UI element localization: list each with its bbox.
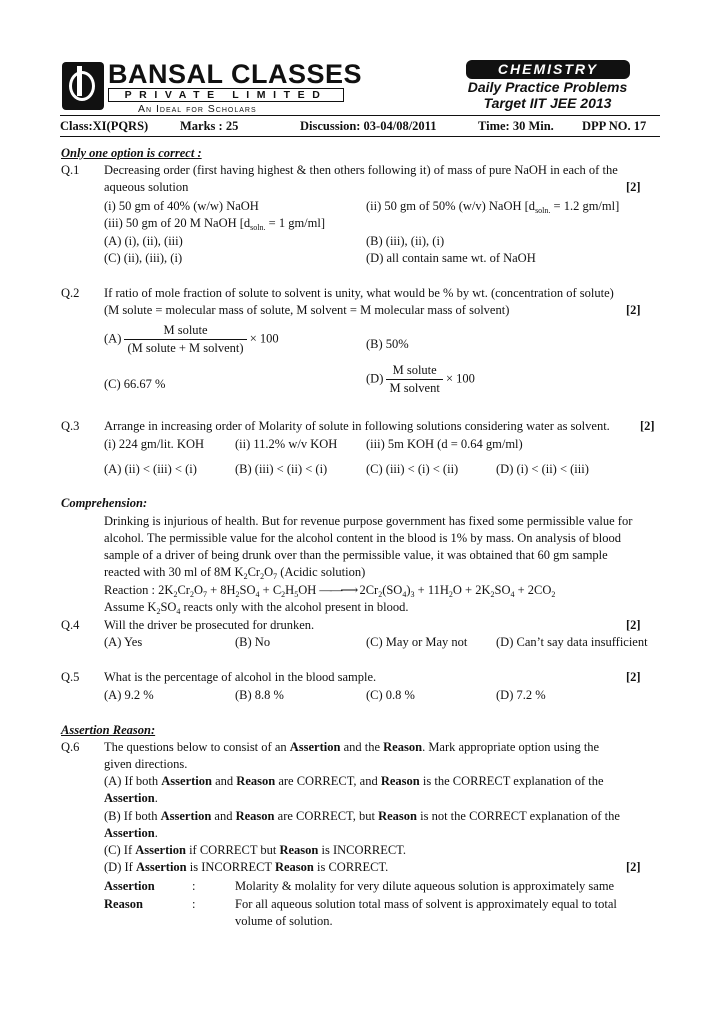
question-item: (ii) 50 gm of 50% (w/v) NaOH [$d_{soln.} = 1.2$ gm/ml] — [366, 199, 620, 215]
logo — [62, 62, 104, 110]
option-c: (C) 66.67 % — [104, 377, 166, 391]
target-exam: Target IIT JEE 2013 — [483, 95, 612, 111]
question-text: given directions. — [104, 757, 188, 771]
option-d: (D) all contain same wt. of NaOH — [366, 251, 536, 265]
option-b-cont: Assertion. — [104, 826, 158, 840]
marks-label: [2] — [626, 618, 641, 632]
reason-label: Reason — [104, 897, 143, 911]
option-a: (A) If both Assertion and Reason are CORRECT, and Reason is the CORRECT explanation of the — [104, 774, 604, 788]
question-text: What is the percentage of alcohol in the blood sample. — [104, 670, 377, 684]
option-a: (A) 9.2 % — [104, 688, 154, 702]
option-c: (C) If Assertion if CORRECT but Reason is INCORRECT. — [104, 843, 407, 857]
question-number: Q.6 — [61, 740, 80, 754]
option-d: (D) $\frac{\text{M solute}}{\text{M solvent}}$ × 100 — [366, 363, 475, 395]
logo-stem — [77, 66, 82, 96]
option-a-cont: Assertion. — [104, 791, 158, 805]
passage-text: sample of a driver of being drunk over than the permissible value, it was obtained that 60 gm sample — [104, 548, 608, 562]
option-c: (C) 0.8 % — [366, 688, 415, 702]
assertion-text: Molarity & molality for very dilute aqueous solution is approximately same — [235, 879, 615, 893]
question-item: (i) 50 gm of 40% (w/w) NaOH — [104, 199, 259, 213]
brand-name: BANSAL CLASSES — [108, 59, 363, 89]
section-heading-single-correct: Only one option is correct : — [61, 146, 202, 160]
option-b: (B) No — [235, 635, 271, 649]
option-b: (B) If both Assertion and Reason are CORRECT, but Reason is not the CORRECT explanation of the — [104, 809, 620, 823]
logo-ring — [69, 71, 95, 101]
option-b: (B) (iii) < (ii) < (i) — [235, 462, 328, 476]
time-info: Time: 30 Min. — [478, 119, 554, 133]
assertion-label: Assertion — [104, 879, 155, 893]
question-number: Q.3 — [61, 419, 80, 433]
colon: : — [192, 897, 196, 911]
question-text: aqueous solution — [104, 180, 189, 194]
dpp-title: Daily Practice Problems — [467, 79, 628, 95]
fraction: $\frac{\text{M solute}}{\text{(M solute + M solvent)}}$ — [124, 322, 246, 357]
brand-subtitle: PRIVATE LIMITED — [108, 88, 344, 102]
dpp-number: DPP NO. 17 — [582, 119, 647, 133]
reason-text: For all aqueous solution total mass of solvent is approximately equal to total — [235, 897, 617, 911]
question-text: Decreasing order (first having highest & then others following it) of mass of pure NaOH in each of the — [104, 163, 618, 177]
option-a: (A) (i), (ii), (iii) — [104, 234, 183, 248]
question-text: Arrange in increasing order of Molarity of solute in following solutions considering water as solvent. — [104, 419, 610, 433]
colon: : — [192, 879, 196, 893]
option-a: (A) (ii) < (iii) < (i) — [104, 462, 197, 476]
subject-badge: CHEMISTRY — [466, 60, 630, 79]
class-info: Class:XI(PQRS) — [60, 119, 149, 133]
marks-label: [2] — [626, 670, 641, 684]
passage-text: alcohol. The permissible value for the alcohol content in the blood is 1% by mass. On analysis of blood — [104, 531, 622, 545]
option-c: (C) May or May not — [366, 635, 468, 649]
option-b: (B) 50% — [366, 337, 409, 351]
question-item: (i) 224 gm/lit. KOH — [104, 437, 204, 451]
question-number: Q.2 — [61, 286, 80, 300]
question-item: (ii) 11.2% w/v KOH — [235, 437, 338, 451]
passage-text: reacted with 30 ml of 8M $K_2Cr_2O_7$ (Acidic solution) — [104, 565, 366, 581]
fraction: $\frac{\text{M solute}}{\text{M solvent}}$ — [386, 362, 442, 397]
info-bar — [60, 115, 660, 137]
question-number: Q.4 — [61, 618, 80, 632]
option-c: (C) (ii), (iii), (i) — [104, 251, 183, 265]
option-b: (B) (iii), (ii), (i) — [366, 234, 445, 248]
reason-text: volume of solution. — [235, 914, 333, 928]
passage-text: Assume $K_2SO_4$ reacts only with the alcohol present in blood. — [104, 600, 409, 616]
question-text: If ratio of mole fraction of solute to solvent is unity, what would be % by wt. (concentration of solute) — [104, 286, 614, 300]
option-c: (C) (iii) < (i) < (ii) — [366, 462, 459, 476]
question-text: Will the driver be prosecuted for drunken. — [104, 618, 315, 632]
option-d: (D) Can’t say data insufficient — [496, 635, 648, 649]
option-d: (D) 7.2 % — [496, 688, 546, 702]
marks-label: [2] — [626, 303, 641, 317]
section-heading-assertion-reason: Assertion Reason: — [61, 723, 156, 737]
marks-label: [2] — [626, 860, 641, 874]
marks-info: Marks : 25 — [180, 119, 239, 133]
question-number: Q.1 — [61, 163, 80, 177]
question-text: (M solute = molecular mass of solute, M solvent = M molecular mass of solvent) — [104, 303, 510, 317]
marks-label: [2] — [640, 419, 655, 433]
question-item: (iii) 50 gm of 20 M NaOH [$d_{soln.} = 1$ gm/ml] — [104, 216, 325, 232]
option-d: (D) If Assertion is INCORRECT Reason is CORRECT. — [104, 860, 389, 874]
brand-tagline: An Ideal for Scholars — [138, 103, 257, 115]
option-b: (B) 8.8 % — [235, 688, 284, 702]
option-a: (A) Yes — [104, 635, 143, 649]
option-a: (A) $\frac{\text{M solute}}{\text{(M solute + M solvent)}}$ × 100 — [104, 323, 279, 355]
passage-text: Drinking is injurious of health. But for revenue purpose government has fixed some permissible value for — [104, 514, 633, 528]
question-text: The questions below to consist of an Assertion and the Reason. Mark appropriate option using the — [104, 740, 600, 754]
discussion-info: Discussion: 03-04/08/2011 — [300, 119, 437, 133]
question-number: Q.5 — [61, 670, 80, 684]
option-d: (D) (i) < (ii) < (iii) — [496, 462, 589, 476]
marks-label: [2] — [626, 180, 641, 194]
reaction-equation: Reaction : $2K_2Cr_2O_7 + 8H_2SO_4 + C_2H_5OH$ ——⟶ $2Cr_2(SO_4)_3 + 11H_2O + 2K_2SO_4 + 2CO_2$ — [104, 583, 556, 599]
question-item: (iii) 5m KOH (d = 0.64 gm/ml) — [366, 437, 523, 451]
section-heading-comprehension: Comprehension: — [61, 496, 148, 510]
